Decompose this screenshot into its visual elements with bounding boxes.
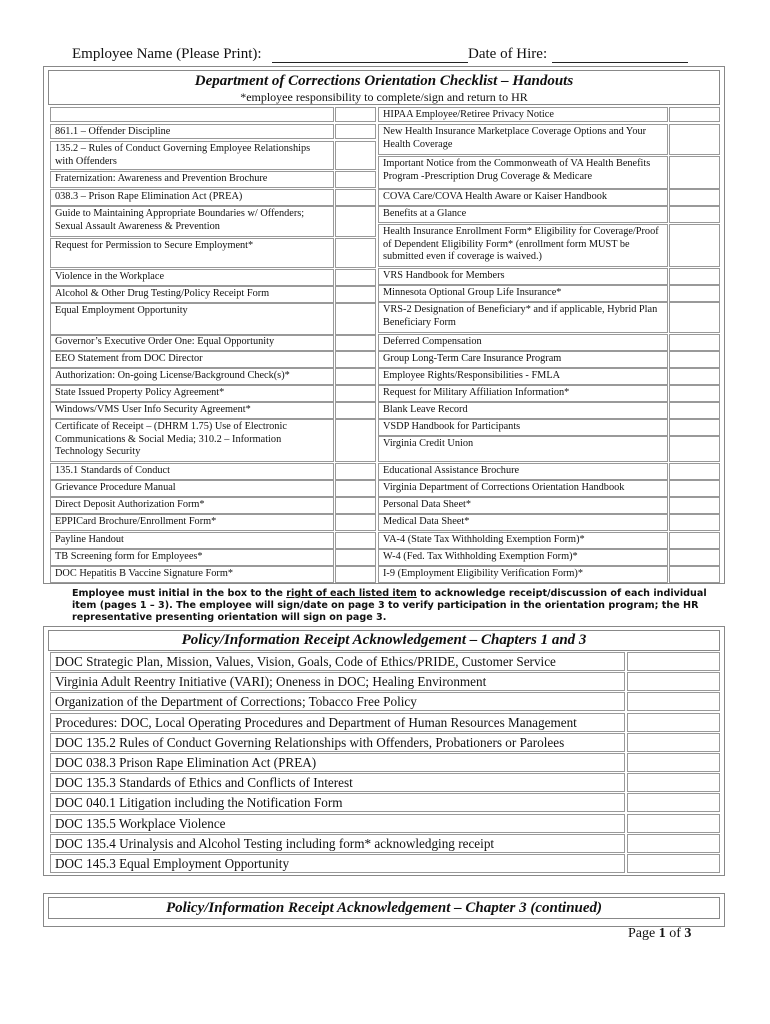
policy-item: Procedures: DOC, Local Operating Procedures and Department of Human Resources Management [50, 713, 625, 732]
initial-box-right[interactable] [669, 497, 720, 514]
handouts-title-box [48, 70, 720, 105]
instructions-part1: Employee must initial in the box to the [72, 588, 287, 599]
initial-box-right[interactable] [669, 302, 720, 333]
handout-item-right: Medical Data Sheet* [378, 514, 668, 531]
initial-box-left[interactable] [335, 532, 376, 549]
handout-item-right: Virginia Department of Corrections Orientation Handbook [378, 480, 668, 497]
handout-item-right: Health Insurance Enrollment Form* Eligibility for Coverage/Proof of Dependent Eligibility Form* (enrollment form MUST be submitted even if coverage is waived.) [378, 224, 668, 267]
initial-box-right[interactable] [669, 480, 720, 497]
policy-item: DOC Strategic Plan, Mission, Values, Vision, Goals, Code of Ethics/PRIDE, Customer Service [50, 652, 625, 671]
initial-box-right[interactable] [669, 566, 720, 583]
handout-item-left: Fraternization: Awareness and Prevention Brochure [50, 171, 334, 188]
initial-box-left[interactable] [335, 141, 376, 170]
handout-item-left: Request for Permission to Secure Employment* [50, 238, 334, 268]
initial-box-left[interactable] [335, 497, 376, 514]
policy-item: Virginia Adult Reentry Initiative (VARI); Oneness in DOC; Healing Environment [50, 672, 625, 691]
handout-item-right: Benefits at a Glance [378, 206, 668, 223]
handout-item-right: VSDP Handbook for Participants [378, 419, 668, 436]
initial-box-right[interactable] [669, 368, 720, 385]
policy-item: DOC 135.3 Standards of Ethics and Conflicts of Interest [50, 773, 625, 792]
handout-item-right: Group Long-Term Care Insurance Program [378, 351, 668, 368]
initial-box-right[interactable] [669, 463, 720, 480]
policy-item: DOC 135.5 Workplace Violence [50, 814, 625, 833]
initial-box-left[interactable] [335, 286, 376, 303]
initial-box-right[interactable] [669, 351, 720, 368]
handout-item-left: EPPICard Brochure/Enrollment Form* [50, 514, 334, 531]
initial-box-left[interactable] [335, 124, 376, 139]
handout-item-left: 038.3 – Prison Rape Elimination Act (PREA) [50, 189, 334, 206]
policy-initial-box[interactable] [627, 713, 720, 732]
handout-item-left: Certificate of Receipt – (DHRM 1.75) Use of Electronic Communications & Social Media; 310.2 – Information Technology Security [50, 419, 334, 462]
policy-item: DOC 135.2 Rules of Conduct Governing Relationships with Offenders, Probationers or Parolees [50, 733, 625, 752]
handout-item-left: TB Screening form for Employees* [50, 549, 334, 566]
handout-item-left: Governor’s Executive Order One: Equal Opportunity [50, 334, 334, 351]
handout-item-left: Payline Handout [50, 532, 334, 549]
initial-box-right[interactable] [669, 107, 720, 122]
handout-item-right: VA-4 (State Tax Withholding Exemption Form)* [378, 532, 668, 549]
initial-box-left[interactable] [335, 351, 376, 368]
initial-box-right[interactable] [669, 402, 720, 419]
policy-item: Organization of the Department of Corrections; Tobacco Free Policy [50, 692, 625, 711]
employee-header [72, 46, 692, 66]
handout-item-left: 861.1 – Offender Discipline [50, 124, 334, 139]
handout-item-left: Grievance Procedure Manual [50, 480, 334, 497]
handout-item-right: I-9 (Employment Eligibility Verification Form)* [378, 566, 668, 583]
policy-initial-box[interactable] [627, 834, 720, 853]
initial-box-left[interactable] [335, 402, 376, 419]
initial-box-right[interactable] [669, 285, 720, 302]
policy-initial-box[interactable] [627, 733, 720, 752]
initial-box-left[interactable] [335, 566, 376, 583]
handout-item-right: COVA Care/COVA Health Aware or Kaiser Handbook [378, 189, 668, 206]
handout-item-right: VRS-2 Designation of Beneficiary* and if applicable, Hybrid Plan Beneficiary Form [378, 302, 668, 333]
handout-item-right: Blank Leave Record [378, 402, 668, 419]
policy-initial-box[interactable] [627, 652, 720, 671]
initial-box-right[interactable] [669, 419, 720, 436]
policy-item: DOC 038.3 Prison Rape Elimination Act (PREA) [50, 753, 625, 772]
initial-box-right[interactable] [669, 385, 720, 402]
handout-item-right: VRS Handbook for Members [378, 268, 668, 285]
policy-item: DOC 135.4 Urinalysis and Alcohol Testing including form* acknowledging receipt [50, 834, 625, 853]
initial-box-right[interactable] [669, 189, 720, 206]
initial-box-left[interactable] [335, 206, 376, 237]
handout-item-left: Alcohol & Other Drug Testing/Policy Receipt Form [50, 286, 334, 303]
page-current: 1 [658, 926, 666, 941]
policy-initial-box[interactable] [627, 672, 720, 691]
initial-box-left[interactable] [335, 480, 376, 497]
handout-item-right: Deferred Compensation [378, 334, 668, 351]
initial-box-left[interactable] [335, 368, 376, 385]
initial-box-left[interactable] [335, 419, 376, 462]
handouts-title: Department of Corrections Orientation Checklist – Handouts [194, 73, 574, 89]
policy-item: DOC 145.3 Equal Employment Opportunity [50, 854, 625, 873]
initial-box-left[interactable] [335, 334, 376, 351]
handout-item-left: 135.2 – Rules of Conduct Governing Employee Relationships with Offenders [50, 141, 334, 170]
policy-title-box [48, 630, 720, 651]
handout-item-right: New Health Insurance Marketplace Coverage Options and Your Health Coverage [378, 124, 668, 155]
initial-box-left[interactable] [335, 189, 376, 206]
policy-initial-box[interactable] [627, 793, 720, 812]
handout-item-right: HIPAA Employee/Retiree Privacy Notice [378, 107, 668, 122]
policy-continued-title-box [48, 897, 720, 919]
policy-title: Policy/Information Receipt Acknowledgement – Chapters 1 and 3 [181, 632, 587, 648]
initial-box-left[interactable] [335, 303, 376, 336]
instructions-part2: to acknowledge receipt/discussion of each individual item (pages 1 – 3). The employee will sign/date on page 3 to verify participation in the orientation program; the HR representative presenting orientation will sign on page 3. [72, 588, 707, 623]
date-of-hire-label: Date of Hire: [468, 46, 548, 62]
handout-item-left: DOC Hepatitis B Vaccine Signature Form* [50, 566, 334, 583]
handout-item-right: Request for Military Affiliation Information* [378, 385, 668, 402]
employee-name-field[interactable] [272, 46, 468, 63]
page-of: of [665, 926, 685, 941]
handout-item-right: W-4 (Fed. Tax Withholding Exemption Form)* [378, 549, 668, 566]
initial-box-right[interactable] [669, 224, 720, 267]
policy-initial-box[interactable] [627, 814, 720, 833]
handout-item-left: Windows/VMS User Info Security Agreement* [50, 402, 334, 419]
handout-item-right: Virginia Credit Union [378, 436, 668, 462]
policy-initial-box[interactable] [627, 753, 720, 772]
handouts-subtitle: *employee responsibility to complete/sign and return to HR [240, 90, 528, 104]
handout-item-right: Important Notice from the Commonweath of VA Health Benefits Program -Prescription Drug Coverage & Medicare [378, 156, 668, 189]
initial-box-left[interactable] [335, 269, 376, 286]
initial-box-right[interactable] [669, 156, 720, 189]
instructions-emphasis: right of each listed item [286, 588, 417, 599]
policy-initial-box[interactable] [627, 854, 720, 873]
handout-item-left: Direct Deposit Authorization Form* [50, 497, 334, 514]
handout-item-left: Equal Employment Opportunity [50, 303, 334, 336]
handout-item-left: 135.1 Standards of Conduct [50, 463, 334, 480]
initial-box-left[interactable] [335, 385, 376, 402]
initial-box-left[interactable] [335, 238, 376, 268]
handout-item-left: State Issued Property Policy Agreement* [50, 385, 334, 402]
initial-box-left[interactable] [335, 463, 376, 480]
page-total: 3 [684, 926, 692, 941]
page-number [628, 926, 691, 942]
handout-item-right: Employee Rights/Responsibilities - FMLA [378, 368, 668, 385]
handout-item-right: Minnesota Optional Group Life Insurance* [378, 285, 668, 302]
initial-box-left[interactable] [335, 171, 376, 188]
initial-box-right[interactable] [669, 436, 720, 462]
initial-box-right[interactable] [669, 124, 720, 155]
handout-item-right: Personal Data Sheet* [378, 497, 668, 514]
initial-box-right[interactable] [669, 549, 720, 566]
initial-box-right[interactable] [669, 514, 720, 531]
initial-box-left[interactable] [335, 549, 376, 566]
initial-box-right[interactable] [669, 206, 720, 223]
handout-item-left: EEO Statement from DOC Director [50, 351, 334, 368]
initial-box-right[interactable] [669, 532, 720, 549]
date-of-hire-field[interactable] [552, 46, 688, 63]
policy-item: DOC 040.1 Litigation including the Notification Form [50, 793, 625, 812]
page-prefix: Page [628, 926, 659, 941]
policy-continued-title: Policy/Information Receipt Acknowledgement – Chapter 3 (continued) [165, 900, 603, 916]
policy-initial-box[interactable] [627, 692, 720, 711]
handout-item-right: Educational Assistance Brochure [378, 463, 668, 480]
initial-box-right[interactable] [669, 268, 720, 285]
handout-item-left: Guide to Maintaining Appropriate Boundaries w/ Offenders; Sexual Assault Awareness & Prevention [50, 206, 334, 237]
employee-name-label: Employee Name (Please Print): [72, 46, 262, 62]
policy-initial-box[interactable] [627, 773, 720, 792]
handout-item-left: Authorization: On-going License/Background Check(s)* [50, 368, 334, 385]
initial-box-left[interactable] [335, 107, 376, 122]
initial-box-right[interactable] [669, 334, 720, 351]
initial-box-left[interactable] [335, 514, 376, 531]
instructions-text [72, 588, 712, 624]
handout-item-left: Violence in the Workplace [50, 269, 334, 286]
handout-item-left [50, 107, 334, 122]
